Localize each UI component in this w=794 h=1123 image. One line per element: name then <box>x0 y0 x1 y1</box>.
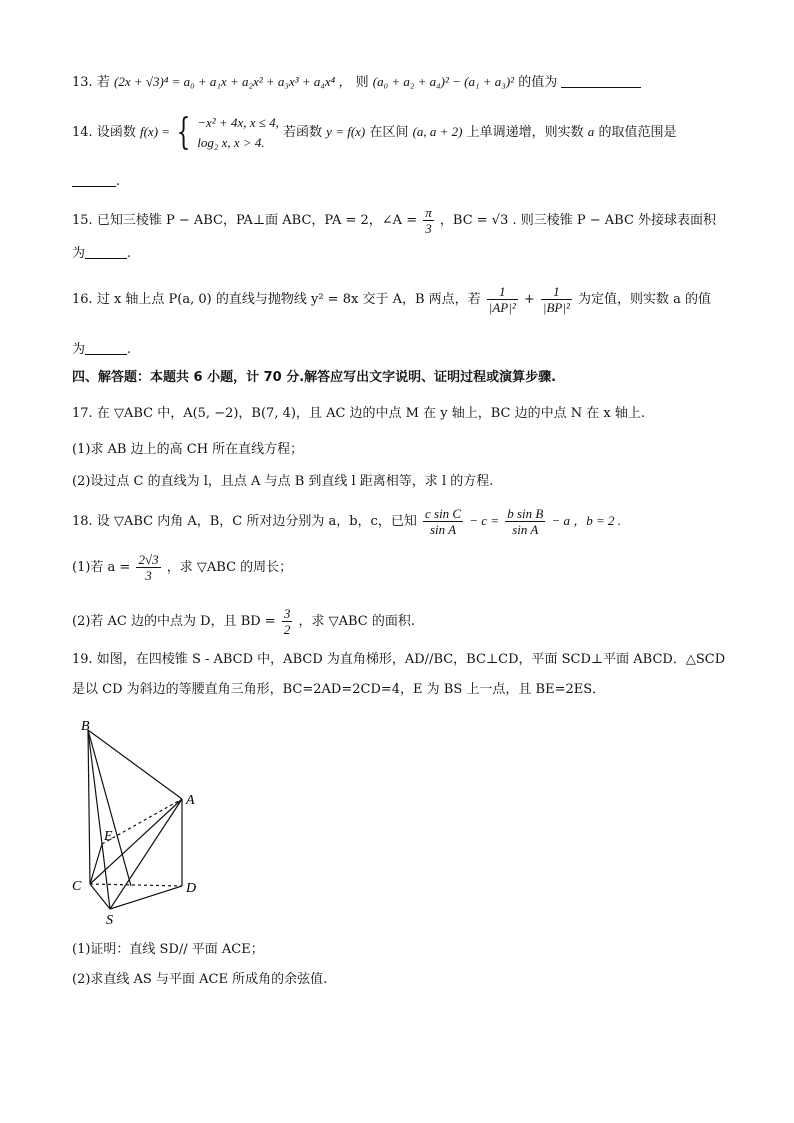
q14-text-d: 上单调递增，则实数 <box>466 125 584 140</box>
q18-mid: − c = <box>469 513 500 528</box>
q18-part-2-den: 2 <box>283 622 291 637</box>
q16-fraction-2 <box>541 284 572 315</box>
label-S: S <box>106 913 113 928</box>
edge-CD-hidden <box>90 884 182 886</box>
q16-fraction-2-num: 1 <box>541 284 572 300</box>
q18-part-2 <box>72 604 415 640</box>
q19-part-1: (1)证明：直线 SD// 平面 ACE； <box>72 942 264 957</box>
label-D: D <box>186 881 197 896</box>
q15-answer-line <box>72 244 131 264</box>
q17-part-2: (2)设过点 C 的直线为 l，且点 A 与点 B 到直线 l 距离相等，求 l 的方程. <box>72 474 494 489</box>
q19-line-2: 是以 CD 为斜边的等腰直角三角形，BC=2AD=2CD=4，E 为 BS 上一点，且 BE=2ES． <box>72 682 606 697</box>
q15-angle-fraction <box>423 205 434 236</box>
q14-var: a <box>587 124 595 139</box>
q15-line-1: 已知三棱锥 P − ABC，PA⊥面 ABC，PA = 2，∠A = <box>96 213 418 228</box>
q18-part-2-a: (2)若 AC 边的中点为 D，且 BD = <box>72 614 276 629</box>
edge-AS <box>110 799 182 909</box>
q16-fraction-1-den: |AP|² <box>488 300 516 315</box>
q16-fraction-2-den: |BP|² <box>542 300 570 315</box>
q16-end: . <box>127 342 132 357</box>
q13-answer-blank[interactable] <box>561 73 641 88</box>
q14-answer-line <box>72 172 120 192</box>
pyramid-figure <box>66 716 216 930</box>
q16-answer-line <box>72 340 131 360</box>
q13-text-a: 若 <box>96 75 110 90</box>
question-13 <box>72 72 641 93</box>
q15-line-1b: ，BC = √3 . 则三棱锥 P − ABC 外接球表面积 <box>439 213 717 228</box>
q14-end: . <box>116 174 121 189</box>
q18-part-2-fraction <box>282 606 293 637</box>
q16-text-b: 为定值，则实数 a 的值 <box>578 292 712 307</box>
q15-end: . <box>127 246 132 261</box>
q16-line-2: 为 <box>72 342 86 357</box>
label-B: B <box>81 719 90 734</box>
q16-number: 16. <box>72 292 93 307</box>
q15-line-2: 为 <box>72 246 86 261</box>
edge-BC <box>88 730 90 884</box>
q14-text-e: 的取值范围是 <box>598 125 677 140</box>
q17-part-1: (1)求 AB 边上的高 CH 所在直线方程； <box>72 442 304 457</box>
q18-fraction-2 <box>505 506 545 537</box>
q18-fraction-1-den: sin A <box>429 522 457 537</box>
q19-line-1: 19. 如图，在四棱锥 S - ABCD 中，ABCD 为直角梯形，AD//BC，BC⊥CD，平面 SCD⊥平面 ABCD．△SCD <box>72 652 726 667</box>
label-E: E <box>104 829 113 844</box>
q14-interval: (a, a + 2) <box>412 124 463 139</box>
q16-plus: + <box>523 292 535 307</box>
edge-BA <box>88 730 182 799</box>
q13-number: 13. <box>72 75 93 90</box>
q16-text-a: 过 x 轴上点 P(a, 0) 的直线与抛物线 y² = 8x 交于 A，B 两点，若 <box>96 292 481 307</box>
q13-text-b: 则 <box>355 75 369 90</box>
q18-stem-a: 18. 设 ▽ABC 内角 A，B，C 所对边分别为 a，b，c，已知 <box>72 514 417 529</box>
q14-text-a: 设函数 <box>96 125 136 140</box>
label-C: C <box>72 879 82 894</box>
question-14 <box>72 112 676 153</box>
q14-cases <box>197 113 279 153</box>
q14-case-2: log₂ x, x > 4. <box>197 134 265 150</box>
q18-part-1-fraction <box>136 552 160 583</box>
q16-fraction-1 <box>487 284 518 315</box>
question-16 <box>72 282 711 318</box>
q15-pi: π <box>425 205 432 220</box>
q14-brace: { <box>176 111 191 153</box>
q18-part-2-b: ，求 ▽ABC 的面积. <box>298 614 416 629</box>
q14-case-1: −x² + 4x, x ≤ 4, <box>197 114 279 130</box>
q18-stem <box>72 504 621 539</box>
q18-part-2-num: 3 <box>283 606 291 621</box>
q15-answer-blank[interactable] <box>85 244 127 259</box>
q14-text-c: 在区间 <box>369 125 409 140</box>
edge-B-AS <box>88 730 131 886</box>
q18-fraction-1-num: c sin C <box>424 506 462 521</box>
q18-fraction-1 <box>423 506 463 537</box>
q14-number: 14. <box>72 125 93 140</box>
q18-part-1-a: (1)若 a = <box>72 560 131 575</box>
section-4-heading: 四、解答题：本题共 6 小题，计 70 分.解答应写出文字说明、证明过程或演算步骤. <box>72 370 557 385</box>
edge-SD <box>110 886 182 909</box>
q18-part-1 <box>72 550 292 586</box>
q15-three: 3 <box>425 221 432 236</box>
q14-text-b: 若函数 <box>283 125 323 140</box>
edge-EA-hidden <box>102 799 182 844</box>
q14-yfx: y = f(x) <box>326 124 366 139</box>
label-A: A <box>186 793 195 808</box>
q18-stem-b: − a ，b = 2 . <box>551 513 622 528</box>
q18-part-1-b: ，求 ▽ABC 的周长； <box>166 560 293 575</box>
q16-answer-blank[interactable] <box>85 340 127 355</box>
q15-number: 15. <box>72 213 93 228</box>
q14-fx: f(x) = <box>139 124 171 139</box>
q17-stem: 17. 在 ▽ABC 中，A(5, −2)，B(7, 4)，且 AC 边的中点 M 在 y 轴上，BC 边的中点 N 在 x 轴上. <box>72 406 645 421</box>
q13-expression-2: (a₀ + a₂ + a₄)² − (a₁ + a₃)² <box>372 74 515 89</box>
q18-fraction-2-num: b sin B <box>507 506 544 521</box>
q16-fraction-1-num: 1 <box>487 284 518 300</box>
q13-expression: (2x + √3)⁴ = a₀ + a₁x + a₂x² + a₃x³ + a₄x⁴ ， <box>113 74 352 89</box>
q18-fraction-2-den: sin A <box>512 522 539 537</box>
question-15 <box>72 204 716 238</box>
q13-text-c: 的值为 <box>518 75 558 90</box>
q18-part-1-num: 2√3 <box>138 552 159 567</box>
q14-answer-blank[interactable] <box>72 172 116 187</box>
q18-part-1-den: 3 <box>145 568 152 583</box>
q19-part-2: (2)求直线 AS 与平面 ACE 所成角的余弦值. <box>72 972 328 987</box>
